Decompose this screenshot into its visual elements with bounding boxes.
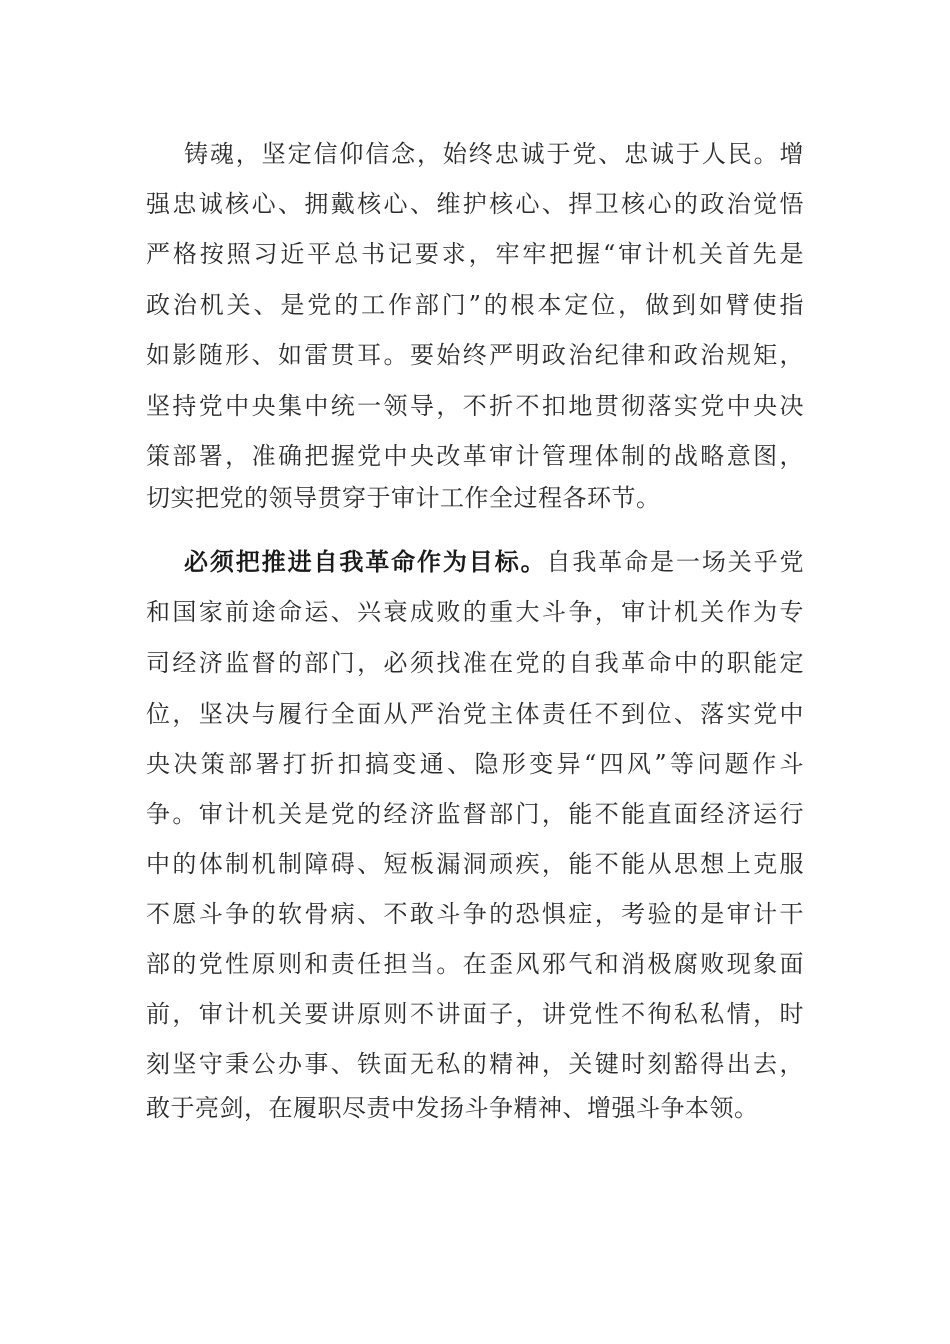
paragraph2-line-8: 不愿斗争的软骨病、不敢斗争的恐惧症，考验的是审计干 <box>146 900 804 928</box>
paragraph2-line-9: 部的党性原则和责任担当。在歪风邪气和消极腐败现象面 <box>146 950 804 978</box>
paragraph2-line-2: 和国家前途命运、兴衰成败的重大斗争，审计机关作为专 <box>146 598 804 626</box>
paragraph2-line-5: 央决策部署打折扣搞变通、隐形变异“四风”等问题作斗 <box>146 750 804 778</box>
paragraph1-line-2: 强忠诚核心、拥戴核心、维护核心、捍卫核心的政治觉悟 <box>146 190 804 218</box>
paragraph2-line-7: 中的体制机制障碍、短板漏洞顽疾，能不能从思想上克服 <box>146 850 804 878</box>
paragraph2-first-line-text: 自我革命是一场关乎党 <box>546 548 805 576</box>
paragraph2-line-6: 争。审计机关是党的经济监督部门，能不能直面经济运行 <box>146 800 804 828</box>
paragraph2-line-12: 敢于亮剑，在履职尽责中发扬斗争精神、增强斗争本领。 <box>146 1094 759 1122</box>
paragraph2-line-10: 前，审计机关要讲原则不讲面子，讲党性不徇私私情，时 <box>146 1000 804 1028</box>
paragraph1-line-3: 严格按照习近平总书记要求，牢牢把握“审计机关首先是 <box>146 240 804 268</box>
paragraph1-line-7: 策部署，准确把握党中央改革审计管理体制的战略意图， <box>146 442 804 470</box>
paragraph1-line-5: 如影随形、如雷贯耳。要始终严明政治纪律和政治规矩， <box>146 341 804 369</box>
paragraph2-line-4: 位，坚决与履行全面从严治党主体责任不到位、落实党中 <box>146 700 804 728</box>
paragraph1-line-1: 铸魂，坚定信仰信念，始终忠诚于党、忠诚于人民。增 <box>184 140 804 168</box>
paragraph1-line-4: 政治机关、是党的工作部门”的根本定位，做到如臂使指 <box>146 291 804 319</box>
paragraph1-line-8: 切实把党的领导贯穿于审计工作全过程各环节。 <box>146 484 661 512</box>
paragraph1-line-6: 坚持党中央集中统一领导，不折不扣地贯彻落实党中央决 <box>146 392 804 420</box>
paragraph2-line-11: 刻坚守秉公办事、铁面无私的精神，关键时刻豁得出去， <box>146 1050 804 1078</box>
paragraph2-line-1 <box>184 544 804 580</box>
paragraph2-heading: 必须把推进自我革命作为目标。 <box>184 548 547 576</box>
paragraph2-line-3: 司经济监督的部门，必须找准在党的自我革命中的职能定 <box>146 649 804 677</box>
